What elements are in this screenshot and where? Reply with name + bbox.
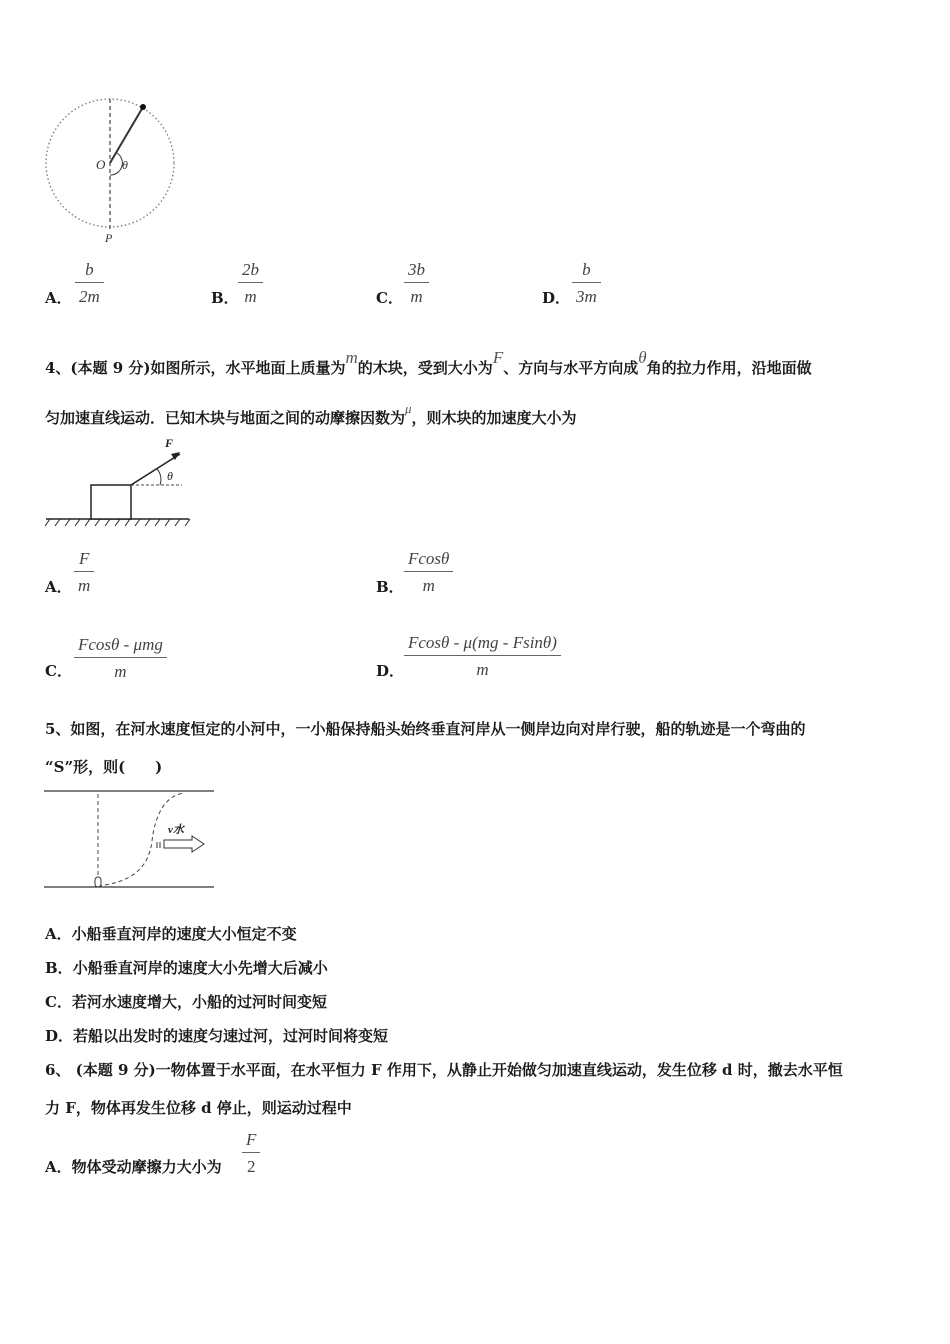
q3-option-d-num: b	[582, 260, 591, 279]
q4-symbol-f: F	[492, 348, 504, 367]
q4-symbol-m: m	[345, 348, 358, 367]
q4-option-b-num: Fcosθ	[408, 549, 450, 568]
q4-label-theta: θ	[167, 469, 173, 483]
q5-stem-line2: “S”形，则( )	[45, 758, 163, 776]
q3-option-d-den: 3m	[572, 282, 601, 305]
q3-option-a-fraction	[77, 261, 102, 305]
q4-option-d-fraction	[406, 634, 559, 678]
q5-option-d-text: 若船以出发时的速度匀速过河，过河时间将变短	[73, 1027, 389, 1045]
q4-stem-line1	[45, 348, 812, 378]
q6-option-a-letter: A．	[45, 1158, 72, 1176]
q5-option-c-letter: C．	[45, 993, 72, 1011]
q5-option-c-text: 若河水速度增大，小船的过河时间变短	[71, 993, 327, 1011]
q6-option-a-den: 2	[242, 1152, 260, 1175]
q4-option-c-den: m	[74, 657, 167, 680]
q5-option-d-letter: D．	[45, 1027, 74, 1045]
q3-option-c-num: 3b	[408, 260, 425, 279]
q3-option-a-den: 2m	[75, 282, 104, 305]
q6-option-a-text: 物体受动摩擦力大小为	[71, 1158, 222, 1176]
q4-option-a-letter: A．	[45, 578, 72, 596]
q4-option-b-den: m	[404, 571, 453, 594]
q5-option-a-letter: A．	[45, 925, 72, 943]
q4-stem-line2	[45, 401, 577, 428]
q3-label-p: P	[105, 231, 113, 245]
q4-label-f: F	[165, 436, 174, 450]
q5-option-d	[45, 1025, 388, 1046]
q5-stem-line1: 5、如图，在河水速度恒定的小河中，一小船保持船头始终垂直河岸从一侧岸边向对岸行驶，船的轨迹是一个弯曲的	[45, 720, 806, 738]
q3-option-c-fraction	[406, 261, 427, 305]
q3-option-b-den: m	[238, 282, 263, 305]
q4-option-b-letter: B．	[376, 578, 404, 596]
q3-option-a-letter: A．	[45, 289, 72, 307]
q4-stem-part1: 4、(本题 9 分)如图所示，水平地面上质量为	[45, 359, 346, 377]
q5-river-figure	[44, 786, 216, 892]
q5-option-b	[45, 957, 328, 978]
q4-option-c-letter: C．	[45, 662, 72, 680]
q4-stem-part4: 角的拉力作用，沿地面做	[646, 359, 812, 377]
q4-option-d-letter: D．	[376, 662, 405, 680]
q4-option-b-fraction	[406, 550, 451, 594]
q3-option-b-num: 2b	[242, 260, 259, 279]
q3-option-d-fraction	[574, 261, 599, 305]
q4-stem-part2: 的木块，受到大小为	[357, 359, 493, 377]
q3-option-a-num: b	[85, 260, 94, 279]
q5-option-a	[45, 923, 297, 944]
q5-label-v: v水	[168, 824, 184, 836]
q4-stem-line2-part2: ，则木块的加速度大小为	[411, 409, 577, 427]
q4-option-c-num: Fcosθ - μmg	[78, 635, 163, 654]
q5-option-c	[45, 991, 327, 1012]
q3-circle-figure	[40, 95, 185, 250]
q5-option-b-text: 小船垂直河岸的速度大小先增大后减小	[72, 959, 328, 977]
q4-option-a-fraction	[76, 550, 92, 594]
q4-option-a-num: F	[78, 549, 90, 568]
q3-option-b-letter: B．	[211, 289, 239, 307]
q3-label-o: O	[96, 157, 106, 172]
q5-option-b-letter: B．	[45, 959, 73, 977]
q3-option-c-letter: C．	[376, 289, 403, 307]
q4-option-d-den: m	[404, 655, 561, 678]
q4-option-d-num: Fcosθ - μ(mg - Fsinθ)	[408, 633, 557, 652]
q6-stem-line1: 6、 (本题 9 分)一物体置于水平面，在水平恒力 F 作用下，从静止开始做匀加速直线运动，发生位移 d 时，撤去水平恒	[45, 1061, 843, 1079]
q6-option-a-num: F	[246, 1130, 257, 1149]
q3-label-theta: θ	[122, 158, 128, 172]
q4-block-figure	[44, 435, 194, 530]
q4-option-a-den: m	[74, 571, 94, 594]
q4-symbol-mu: μ	[405, 401, 412, 416]
q4-stem-line2-part1: 匀加速直线运动．已知木块与地面之间的动摩擦因数为	[45, 409, 406, 427]
q6-option-a-fraction	[244, 1131, 258, 1175]
q6-option-a	[45, 1156, 222, 1177]
q3-option-d-letter: D．	[542, 289, 571, 307]
q4-symbol-theta: θ	[638, 348, 647, 367]
q4-option-c-fraction	[76, 636, 165, 680]
q6-stem-line2: 力 F，物体再发生位移 d 停止，则运动过程中	[45, 1099, 352, 1117]
q3-option-b-fraction	[240, 261, 261, 305]
q4-stem-part3: 、方向与水平方向成	[503, 359, 639, 377]
q5-option-a-text: 小船垂直河岸的速度大小恒定不变	[71, 925, 297, 943]
q3-option-c-den: m	[404, 282, 429, 305]
